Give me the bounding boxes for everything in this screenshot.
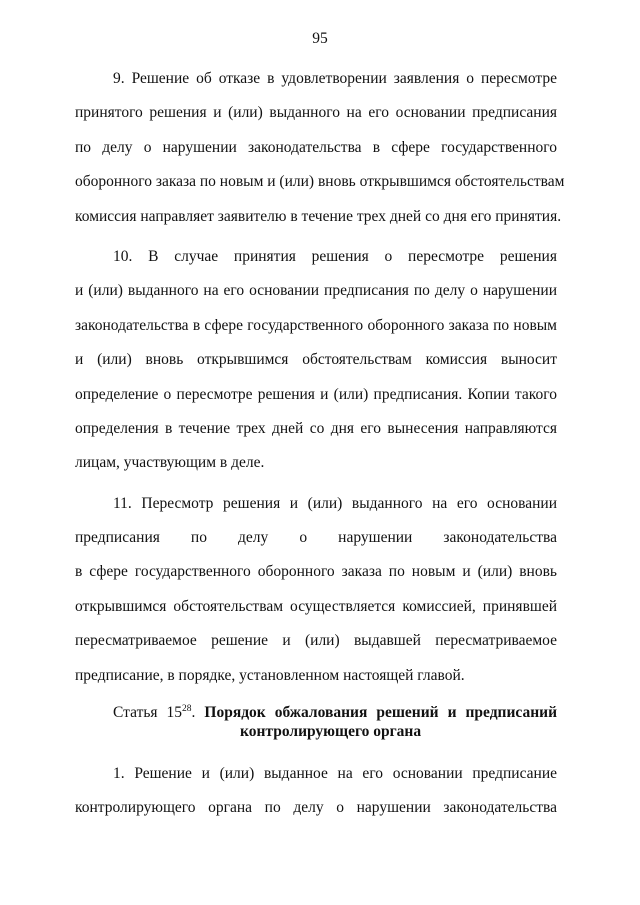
paragraph-line: законодательства в сфере государственного оборонного заказа по новым xyxy=(75,316,557,334)
paragraph-10 xyxy=(75,240,557,481)
paragraph-line: комиссия направляет заявителю в течение трех дней со дня его принятия. xyxy=(75,207,562,225)
paragraph-line: лицам, участвующим в деле. xyxy=(75,454,265,472)
paragraph-line: предписания по делу о нарушении законодательства xyxy=(75,529,557,547)
article-superscript: 28 xyxy=(182,704,192,715)
paragraph-line: 1. Решение и (или) выданное на его основании предписание xyxy=(113,765,557,783)
article-heading-line xyxy=(113,703,557,722)
paragraph-line: контролирующего органа по делу о нарушении законодательства xyxy=(75,799,557,817)
paragraph-line: открывшимся обстоятельствам осуществляется комиссией, принявшей xyxy=(75,597,557,615)
paragraph-11 xyxy=(75,487,557,693)
paragraph-line: и (или) выданного на его основании предписания по делу о нарушении xyxy=(75,282,557,300)
paragraph-9 xyxy=(75,62,565,234)
document-body xyxy=(75,62,565,826)
paragraph-line: и (или) вновь открывшимся обстоятельствам комиссия выносит xyxy=(75,351,557,369)
paragraph-line: оборонного заказа по новым и (или) вновь открывшимся обстоятельствам xyxy=(75,173,565,191)
paragraph-line: принятого решения и (или) выданного на его основании предписания xyxy=(75,104,557,122)
article-heading xyxy=(75,703,557,741)
page-number: 95 xyxy=(312,30,328,47)
article-paragraph-1 xyxy=(75,757,557,826)
paragraph-line: предписание, в порядке, установленном настоящей главой. xyxy=(75,666,465,684)
paragraph-line: по делу о нарушении законодательства в сфере государственного xyxy=(75,138,557,156)
paragraph-line: 9. Решение об отказе в удовлетворении заявления о пересмотре xyxy=(113,70,557,87)
paragraph-line: определение о пересмотре решения и (или) предписания. Копии такого xyxy=(75,385,557,403)
article-title: Порядок обжалования решений и предписаний xyxy=(204,704,558,722)
article-title-continued: контролирующего органа xyxy=(240,723,422,741)
paragraph-line: 10. В случае принятия решения о пересмотре решения xyxy=(113,247,557,265)
article-label: Статья $15^{28}$. xyxy=(113,704,196,722)
paragraph-line: в сфере государственного оборонного заказа по новым и (или) вновь xyxy=(75,563,557,581)
paragraph-line: пересматриваемое решение и (или) выдавшей пересматриваемое xyxy=(75,632,557,650)
paragraph-line: 11. Пересмотр решения и (или) выданного на его основании xyxy=(113,494,557,512)
paragraph-line: определения в течение трех дней со дня его вынесения направляются xyxy=(75,419,557,437)
